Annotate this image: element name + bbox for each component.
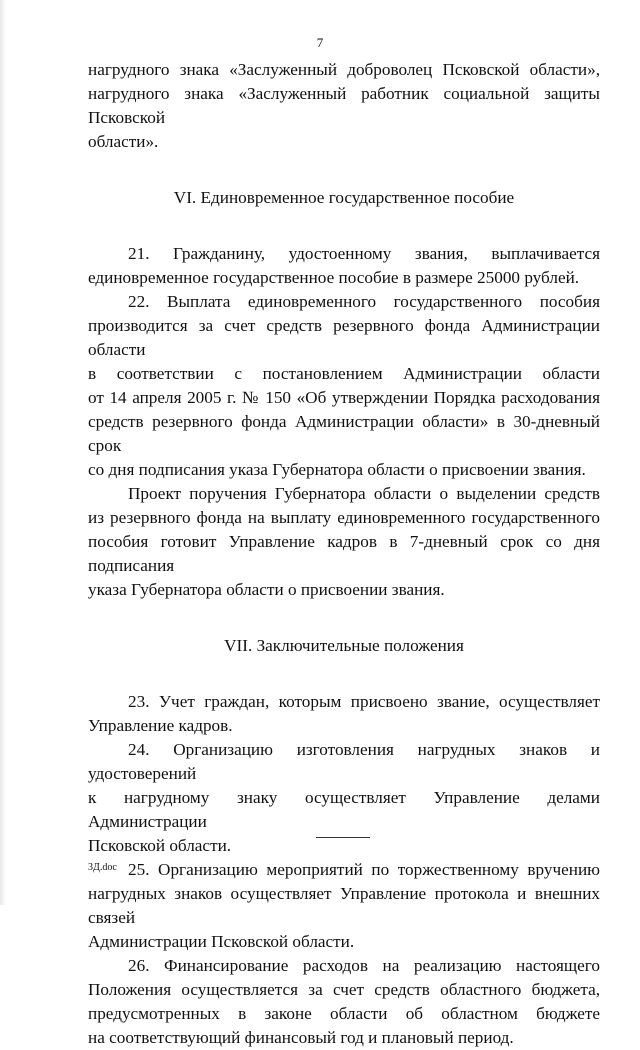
text-line: нагрудных знаков осуществляет Управление протокола и внешних связей [88, 884, 600, 927]
text-line: области». [88, 132, 159, 151]
text-line: от 14 апреля 2005 г. № 150 «Об утверждении Порядка расходования [88, 388, 600, 407]
text-line: Администрации Псковской области. [88, 932, 355, 951]
text-line: Положения осуществляется за счет средств областного бюджета, [88, 980, 600, 999]
page-number: 7 [316, 35, 324, 50]
text-line: 24. Организацию изготовления нагрудных знаков и удостоверений [88, 740, 600, 783]
text-line: пособия готовит Управление кадров в 7-дневный срок со дня подписания [88, 532, 600, 575]
text-line: 22. Выплата единовременного государственного пособия [128, 292, 600, 311]
text-line: 26. Финансирование расходов на реализацию настоящего [128, 956, 600, 975]
section-heading-vi: VI. Единовременное государственное пособие [173, 188, 515, 207]
text-line: предусмотренных в законе области об областном бюджете [88, 1004, 600, 1023]
text-line: в соответствии с постановлением Администрации области [88, 364, 600, 383]
text-line: производится за счет средств резервного фонда Администрации области [88, 316, 600, 359]
text-line: к нагрудному знаку осуществляет Управление делами Администрации [88, 788, 600, 831]
text-line: единовременное государственное пособие в размере 25000 рублей. [88, 268, 580, 287]
page-edge [0, 0, 6, 905]
text-line: средств резервного фонда Администрации области» в 30-дневный срок [88, 412, 600, 455]
end-divider [316, 837, 370, 838]
section-heading-vii: VII. Заключительные положения [224, 636, 464, 655]
text-line: 23. Учет граждан, которым присвоено звание, осуществляет [128, 692, 600, 711]
footer-filename: 3Д.doc [88, 862, 117, 873]
text-line: Проект поручения Губернатора области о выделении средств [128, 484, 600, 503]
document-body [88, 58, 600, 1050]
text-line: Псковской области. [88, 836, 232, 855]
text-line: Управление кадров. [88, 716, 233, 735]
text-line: со дня подписания указа Губернатора области о присвоении звания. [88, 460, 586, 479]
text-line: 25. Организацию мероприятий по торжественному вручению [128, 860, 600, 879]
text-line: из резервного фонда на выплату единовременного государственного [88, 508, 600, 527]
text-line: 21. Гражданину, удостоенному звания, выплачивается [128, 244, 600, 263]
text-line: нагрудного знака «Заслуженный работник социальной защиты Псковской [88, 84, 600, 127]
text-line: указа Губернатора области о присвоении звания. [88, 580, 445, 599]
text-line: нагрудного знака «Заслуженный доброволец Псковской области», [88, 60, 600, 79]
text-line: на соответствующий финансовый год и плановый период. [88, 1028, 514, 1047]
